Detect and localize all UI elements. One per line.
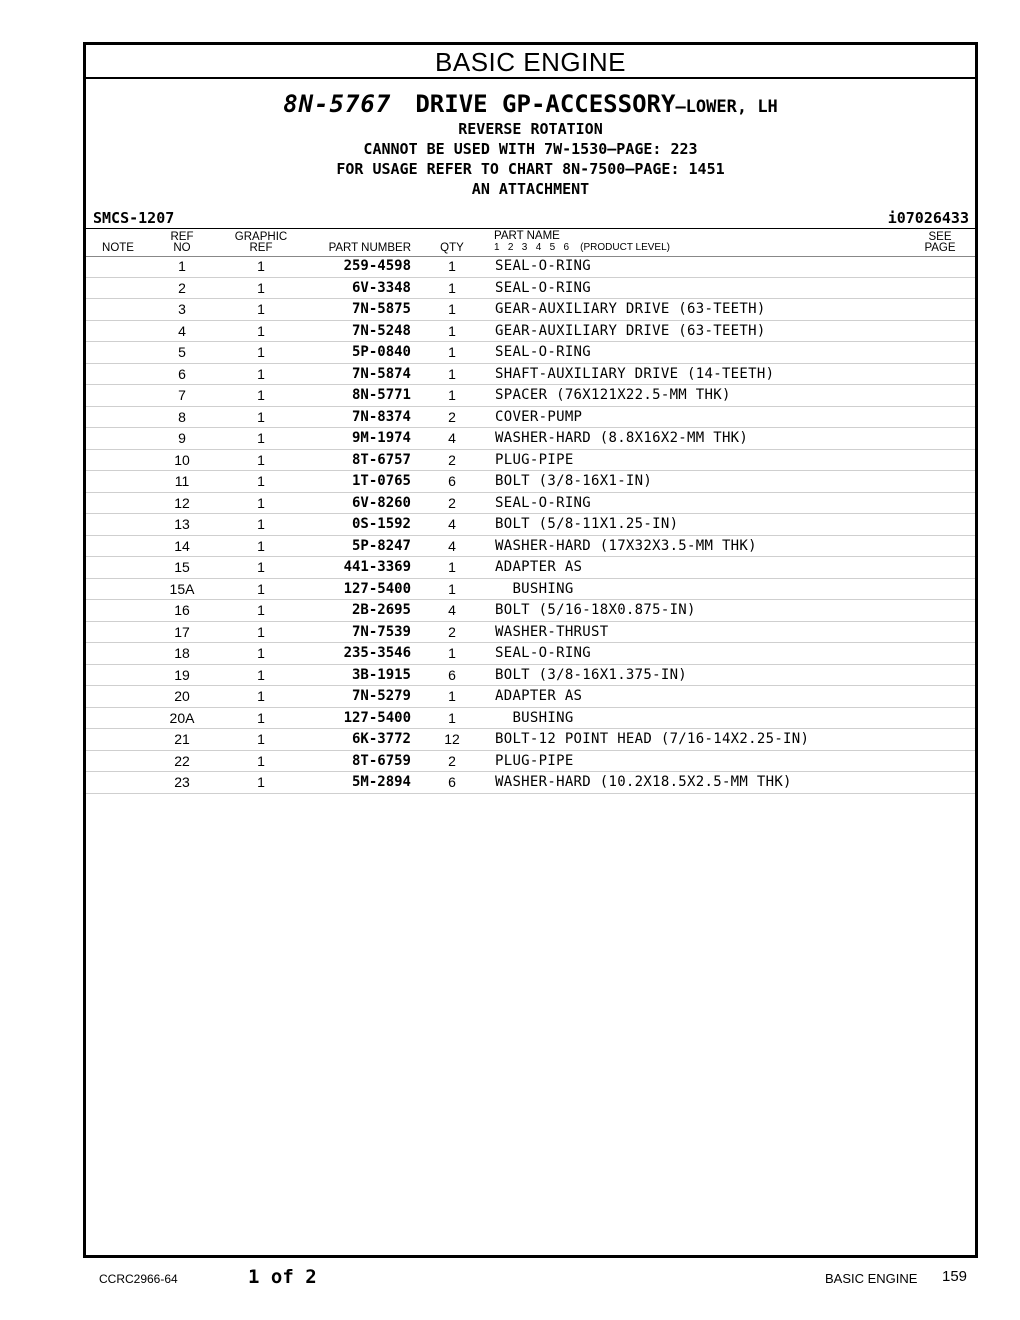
ref-number: 13 [174, 516, 190, 532]
quantity: 12 [444, 731, 460, 747]
part-number[interactable]: 5P-8247 [351, 537, 411, 554]
quantity: 1 [448, 580, 456, 597]
table-row [86, 751, 975, 773]
graphic-ref: 1 [257, 322, 265, 339]
part-name: PLUG-PIPE [495, 752, 574, 769]
part-name: WASHER-HARD (17X32X3.5-MM THK) [495, 537, 757, 554]
quantity: 1 [448, 258, 456, 274]
note-line: CANNOT BE USED WITH 7W-1530—PAGE: 223 [363, 140, 698, 158]
parts-page-frame [83, 42, 978, 1258]
col-note: NOTE [102, 242, 134, 254]
part-name: SEAL-O-RING [495, 344, 592, 360]
part-number[interactable]: 6V-3348 [351, 279, 411, 296]
ref-number: 19 [174, 666, 190, 683]
table-row [86, 514, 975, 536]
col-ref-bottom: NO [173, 242, 191, 254]
table-row [86, 385, 975, 407]
part-number[interactable]: 8T-6757 [351, 451, 411, 468]
graphic-ref: 1 [257, 516, 265, 532]
note-line: AN ATTACHMENT [471, 180, 590, 198]
ref-number: 20 [174, 688, 190, 704]
part-number[interactable]: 0S-1592 [351, 516, 411, 532]
ref-number: 2 [178, 279, 186, 296]
graphic-ref: 1 [257, 301, 265, 317]
part-number[interactable]: 2B-2695 [351, 602, 411, 618]
part-number[interactable]: 7N-5874 [351, 365, 411, 382]
ref-number: 16 [174, 602, 190, 618]
part-number[interactable]: 259-4598 [343, 258, 411, 274]
table-row [86, 622, 975, 644]
table-row [86, 686, 975, 708]
col-product-level: 1 2 3 4 5 6 (PRODUCT LEVEL) [494, 242, 670, 253]
graphic-ref: 1 [257, 709, 265, 726]
ref-number: 10 [174, 451, 190, 468]
table-row [86, 299, 975, 321]
page-of-indicator: 1 of 2 [248, 1266, 317, 1288]
part-name: SHAFT-AUXILIARY DRIVE (14-TEETH) [495, 365, 775, 382]
part-number[interactable]: 127-5400 [343, 709, 411, 726]
ref-number: 12 [174, 494, 190, 511]
section-header: BASIC ENGINE [86, 45, 975, 79]
quantity: 1 [448, 387, 456, 403]
quantity: 1 [448, 279, 456, 296]
ref-number: 14 [174, 537, 190, 554]
part-name: ADAPTER AS [495, 559, 583, 575]
ref-number: 7 [178, 387, 186, 403]
col-ref-top: REF [170, 231, 194, 243]
table-row [86, 364, 975, 386]
quantity: 1 [448, 688, 456, 704]
part-number[interactable]: 5P-0840 [351, 344, 411, 360]
image-id: i07026433 [887, 209, 969, 227]
table-row [86, 600, 975, 622]
table-row [86, 407, 975, 429]
quantity: 1 [448, 344, 456, 360]
quantity: 2 [448, 752, 456, 769]
graphic-ref: 1 [257, 752, 265, 769]
graphic-ref: 1 [257, 602, 265, 618]
ref-number: 9 [178, 430, 186, 446]
ref-number: 15 [174, 559, 190, 575]
part-name: BOLT (3/8-16X1.375-IN) [495, 666, 688, 683]
col-qty: QTY [440, 242, 464, 254]
part-name: COVER-PUMP [495, 408, 583, 425]
quantity: 4 [448, 430, 456, 446]
part-name: SEAL-O-RING [495, 645, 592, 661]
table-row [86, 428, 975, 450]
note-line: REVERSE ROTATION [458, 120, 603, 138]
graphic-ref: 1 [257, 344, 265, 360]
part-number[interactable]: 7N-5279 [351, 688, 411, 704]
part-name: GEAR-AUXILIARY DRIVE (63-TEETH) [495, 322, 766, 339]
graphic-ref: 1 [257, 258, 265, 274]
col-part-number: PART NUMBER [328, 242, 411, 254]
quantity: 2 [448, 451, 456, 468]
part-name: ADAPTER AS [495, 688, 583, 704]
graphic-ref: 1 [257, 666, 265, 683]
ref-number: 3 [178, 301, 186, 317]
ref-number: 8 [178, 408, 186, 425]
part-name: SPACER (76X121X22.5-MM THK) [495, 387, 731, 403]
part-number[interactable]: 3B-1915 [351, 666, 411, 683]
part-number[interactable]: 7N-5875 [351, 301, 411, 317]
table-row [86, 321, 975, 343]
table-row [86, 450, 975, 472]
part-number[interactable]: 235-3546 [343, 645, 411, 661]
col-graphic-bottom: REF [249, 242, 273, 254]
parts-table-body [86, 256, 975, 794]
page-footer [0, 1262, 1020, 1292]
table-row [86, 493, 975, 515]
part-name: WASHER-THRUST [495, 623, 609, 640]
quantity: 6 [448, 774, 456, 790]
graphic-ref: 1 [257, 537, 265, 554]
quantity: 1 [448, 322, 456, 339]
ref-number: 5 [178, 344, 186, 360]
graphic-ref: 1 [257, 408, 265, 425]
table-row [86, 278, 975, 300]
table-row [86, 579, 975, 601]
ref-number: 17 [174, 623, 190, 640]
part-number[interactable]: 8N-5771 [351, 387, 411, 403]
table-row [86, 256, 975, 278]
quantity: 1 [448, 559, 456, 575]
part-name: BOLT-12 POINT HEAD (7/16-14X2.25-IN) [495, 731, 810, 747]
part-name: BOLT (5/16-18X0.875-IN) [495, 602, 696, 618]
group-name: DRIVE GP-ACCESSORY [415, 90, 676, 118]
smcs-row [86, 207, 975, 229]
group-title [86, 89, 975, 119]
quantity: 2 [448, 408, 456, 425]
part-number[interactable]: 6K-3772 [351, 731, 411, 747]
part-number[interactable]: 7N-5248 [351, 322, 411, 339]
quantity: 2 [448, 494, 456, 511]
graphic-ref: 1 [257, 279, 265, 296]
note-line: FOR USAGE REFER TO CHART 8N-7500—PAGE: 1451 [336, 160, 725, 178]
part-number[interactable]: 8T-6759 [351, 752, 411, 769]
part-name: PLUG-PIPE [495, 451, 574, 468]
part-number[interactable]: 7N-8374 [351, 408, 411, 425]
document-code: CCRC2966-64 [99, 1272, 178, 1286]
quantity: 6 [448, 666, 456, 683]
part-name: SEAL-O-RING [495, 494, 592, 511]
part-name: WASHER-HARD (8.8X16X2-MM THK) [495, 430, 749, 446]
group-title-block [86, 89, 975, 199]
table-row [86, 708, 975, 730]
ref-number: 21 [174, 731, 190, 747]
ref-number: 20A [169, 709, 195, 726]
col-part-name: PART NAME [494, 230, 560, 242]
quantity: 4 [448, 602, 456, 618]
smcs-code: SMCS-1207 [93, 209, 175, 227]
page-number: 159 [942, 1268, 968, 1285]
part-number[interactable]: 6V-8260 [351, 494, 411, 511]
part-number[interactable]: 127-5400 [343, 580, 411, 597]
footer-section: BASIC ENGINE [825, 1271, 918, 1286]
graphic-ref: 1 [257, 645, 265, 661]
part-name: GEAR-AUXILIARY DRIVE (63-TEETH) [495, 301, 766, 317]
part-name: BOLT (5/8-11X1.25-IN) [495, 516, 679, 532]
table-row [86, 536, 975, 558]
col-see-top: SEE [928, 231, 952, 243]
quantity: 1 [448, 645, 456, 661]
graphic-ref: 1 [257, 473, 265, 489]
part-name: WASHER-HARD (10.2X18.5X2.5-MM THK) [495, 774, 792, 790]
ref-number: 4 [178, 322, 186, 339]
graphic-ref: 1 [257, 451, 265, 468]
table-row [86, 772, 975, 794]
ref-number: 11 [174, 473, 190, 489]
part-number[interactable]: 5M-2894 [351, 774, 411, 790]
graphic-ref: 1 [257, 387, 265, 403]
graphic-ref: 1 [257, 688, 265, 704]
graphic-ref: 1 [257, 365, 265, 382]
table-row [86, 342, 975, 364]
graphic-ref: 1 [257, 580, 265, 597]
graphic-ref: 1 [257, 430, 265, 446]
graphic-ref: 1 [257, 774, 265, 790]
part-number[interactable]: 441-3369 [343, 559, 411, 575]
graphic-ref: 1 [257, 731, 265, 747]
graphic-ref: 1 [257, 559, 265, 575]
part-name: SEAL-O-RING [495, 258, 592, 274]
part-name: BOLT (3/8-16X1-IN) [495, 473, 653, 489]
table-row [86, 643, 975, 665]
ref-number: 18 [174, 645, 190, 661]
col-graphic-top: GRAPHIC [234, 231, 288, 243]
group-subname: —LOWER, LH [675, 97, 778, 117]
table-row [86, 557, 975, 579]
part-number[interactable]: 1T-0765 [351, 473, 411, 489]
quantity: 4 [448, 537, 456, 554]
table-row [86, 471, 975, 493]
part-number[interactable]: 7N-7539 [351, 623, 411, 640]
col-see-bottom: PAGE [924, 242, 956, 254]
quantity: 4 [448, 516, 456, 532]
quantity: 1 [448, 709, 456, 726]
table-header [86, 228, 975, 257]
quantity: 1 [448, 301, 456, 317]
table-row [86, 665, 975, 687]
graphic-ref: 1 [257, 494, 265, 511]
part-number[interactable]: 9M-1974 [351, 430, 411, 446]
quantity: 1 [448, 365, 456, 382]
part-name: BUSHING [495, 580, 574, 597]
part-name: SEAL-O-RING [495, 279, 592, 296]
part-name: BUSHING [495, 709, 574, 726]
graphic-ref: 1 [257, 623, 265, 640]
quantity: 2 [448, 623, 456, 640]
quantity: 6 [448, 473, 456, 489]
ref-number: 22 [174, 752, 190, 769]
table-row [86, 729, 975, 751]
group-part-number[interactable]: 8N-5767 [283, 90, 392, 118]
ref-number: 6 [178, 365, 186, 382]
ref-number: 1 [178, 258, 186, 274]
ref-number: 23 [174, 774, 190, 790]
ref-number: 15A [169, 580, 195, 597]
